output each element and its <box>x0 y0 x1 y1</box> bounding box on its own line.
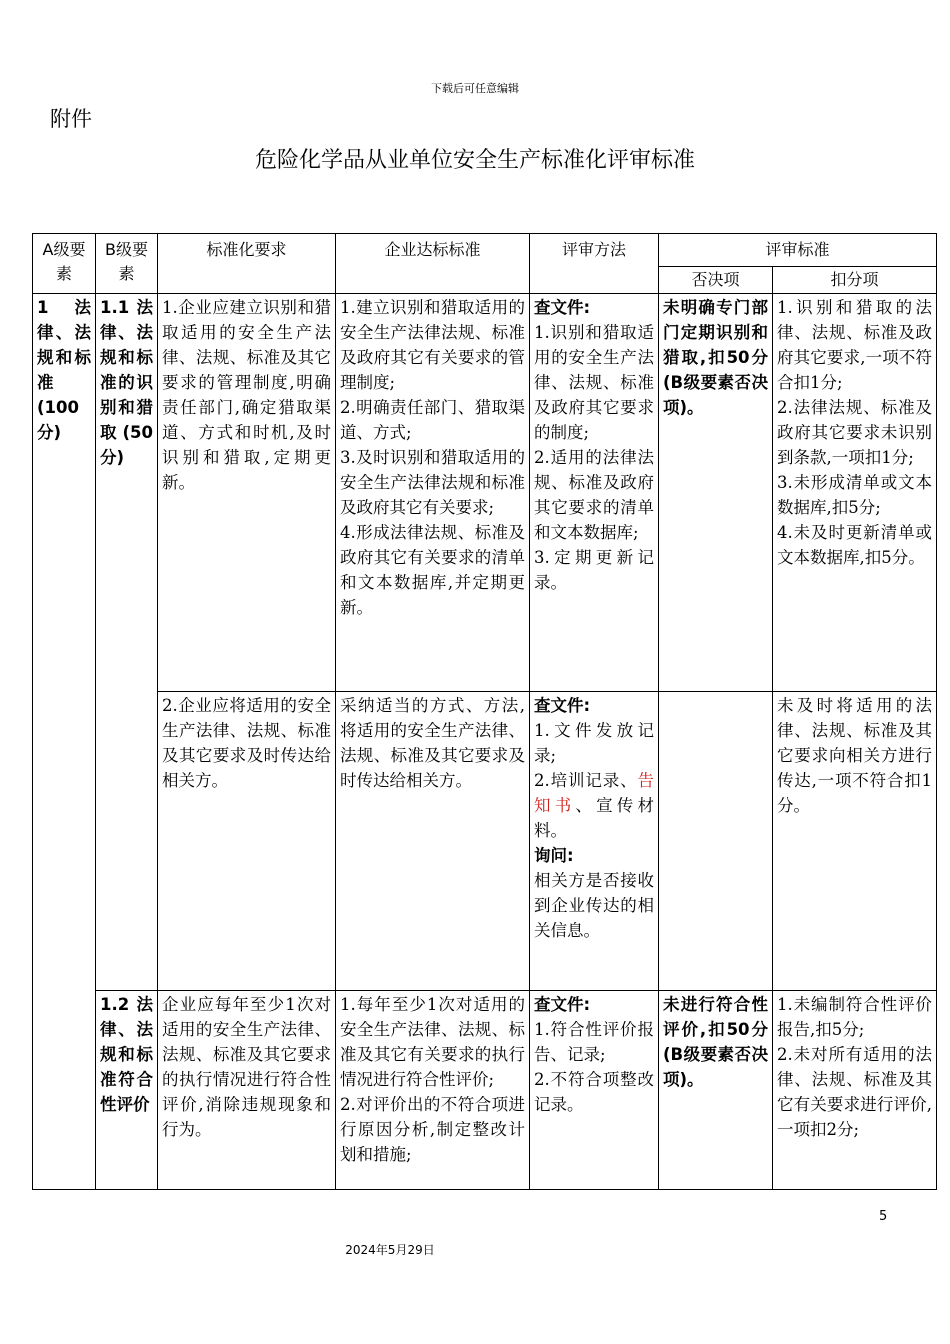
method-heading: 查文件: <box>534 696 591 715</box>
requirement-cell: 企业应每年至少1次对适用的安全生产法律、法规、标准及其它要求的执行情况进行符合性评价,消除违规现象和行为。 <box>158 991 336 1190</box>
standard-item: 4.形成法律法规、标准及政府其它有关要求的清单和文本数据库,并定期更新。 <box>340 523 525 617</box>
table-row <box>33 294 937 692</box>
enterprise-standard-cell: 采纳适当的方式、方法,将适用的安全生产法律、法规、标准及其它要求及时传达给相关方。 <box>336 692 530 991</box>
method-heading: 询问: <box>534 846 574 865</box>
attachment-label: 附件 <box>50 107 92 131</box>
deduction-cell <box>773 991 937 1190</box>
footer-date: 2024年5月29日 <box>345 1243 435 1257</box>
deduction-cell: 未及时将适用的法律、法规、标准及其它要求向相关方进行传达,一项不符合扣1分。 <box>773 692 937 991</box>
page-number: 5 <box>879 1209 888 1224</box>
method-item: 2.适用的法律法规、标准及政府其它要求的清单和文本数据库; <box>534 448 654 542</box>
review-method-cell <box>530 692 659 991</box>
standards-table <box>32 233 937 1190</box>
header-a-level: A级要素 <box>33 234 96 294</box>
table-row <box>33 991 937 1190</box>
method-item: 相关方是否接收到企业传达的相关信息。 <box>534 871 654 940</box>
header-deduction: 扣分项 <box>773 267 937 294</box>
header-b-level: B级要素 <box>96 234 158 294</box>
review-method-cell <box>530 294 659 692</box>
method-text: 、宣传材料。 <box>534 796 655 840</box>
standard-item: 3.及时识别和猎取适用的安全生产法律法规和标准及政府其它有关要求; <box>340 448 525 517</box>
method-heading: 查文件: <box>534 298 591 317</box>
method-item: 2.不符合项整改记录。 <box>534 1070 654 1114</box>
veto-cell: 未进行符合性评价,扣50分(B级要素否决项)。 <box>659 991 773 1190</box>
top-note: 下载后可任意编辑 <box>431 82 519 95</box>
requirement-cell: 1.企业应建立识别和猎取适用的安全生产法律、法规、标准及其它要求的管理制度,明确责任部门,确定猎取渠道、方式和时机,及时识别和猎取,定期更新。 <box>158 294 336 692</box>
standard-item: 2.对评价出的不符合项进行原因分析,制定整改计划和措施; <box>340 1095 525 1164</box>
standard-item: 1.建立识别和猎取适用的安全生产法律法规、标准及政府其它有关要求的管理制度; <box>340 298 525 392</box>
enterprise-standard-cell <box>336 991 530 1190</box>
b-level-element-1-2: 1.2 法律、法规和标准符合性评价 <box>96 991 158 1190</box>
method-item: 1.符合性评价报告、记录; <box>534 1020 654 1064</box>
deduction-item: 2.未对所有适用的法律、法规、标准及其它有关要求进行评价,一项扣2分; <box>777 1045 933 1139</box>
deduction-item: 2.法律法规、标准及政府其它要求未识别到条款,一项扣1分; <box>777 398 933 467</box>
a-level-element: 1 法律、法规和标准(100分) <box>33 294 96 1190</box>
header-requirement: 标准化要求 <box>158 234 336 294</box>
header-review-criteria: 评审标准 <box>659 234 937 267</box>
standard-item: 1.每年至少1次对适用的安全生产法律、法规、标准及其它有关要求的执行情况进行符合性评价; <box>340 995 525 1089</box>
enterprise-standard-cell <box>336 294 530 692</box>
b-level-element-1-1: 1.1 法律、法规和标准的识别和猎取(50分) <box>96 294 158 991</box>
requirement-cell: 2.企业应将适用的安全生产法律、法规、标准及其它要求及时传达给相关方。 <box>158 692 336 991</box>
method-item: 3.定期更新记录。 <box>534 548 654 592</box>
deduction-item: 1.未编制符合性评价报告,扣5分; <box>777 995 933 1039</box>
veto-cell <box>659 692 773 991</box>
deduction-item: 4.未及时更新清单或文本数据库,扣5分。 <box>777 523 933 567</box>
table-row <box>33 692 937 991</box>
header-veto: 否决项 <box>659 267 773 294</box>
header-enterprise-standard: 企业达标标准 <box>336 234 530 294</box>
header-review-method: 评审方法 <box>530 234 659 294</box>
method-heading: 查文件: <box>534 995 591 1014</box>
method-item: 1.识别和猎取适用的安全生产法律、法规、标准及政府其它要求的制度; <box>534 323 654 442</box>
deduction-item: 3.未形成清单或文本数据库,扣5分; <box>777 473 933 517</box>
page-title: 危险化学品从业单位安全生产标准化评审标准 <box>254 148 695 173</box>
standard-item: 2.明确责任部门、猎取渠道、方式; <box>340 398 525 442</box>
deduction-item: 1.识别和猎取的法律、法规、标准及政府其它要求,一项不符合扣1分; <box>777 298 933 392</box>
method-item <box>534 768 654 843</box>
deduction-cell <box>773 294 937 692</box>
table-header-row <box>33 234 937 267</box>
notice-highlight: 告知书 <box>534 771 654 815</box>
method-item: 1.文件发放记录; <box>534 721 654 765</box>
method-text: 2.培训记录、 <box>534 771 638 790</box>
review-method-cell <box>530 991 659 1190</box>
veto-cell: 未明确专门部门定期识别和猎取,扣50分(B级要素否决项)。 <box>659 294 773 692</box>
